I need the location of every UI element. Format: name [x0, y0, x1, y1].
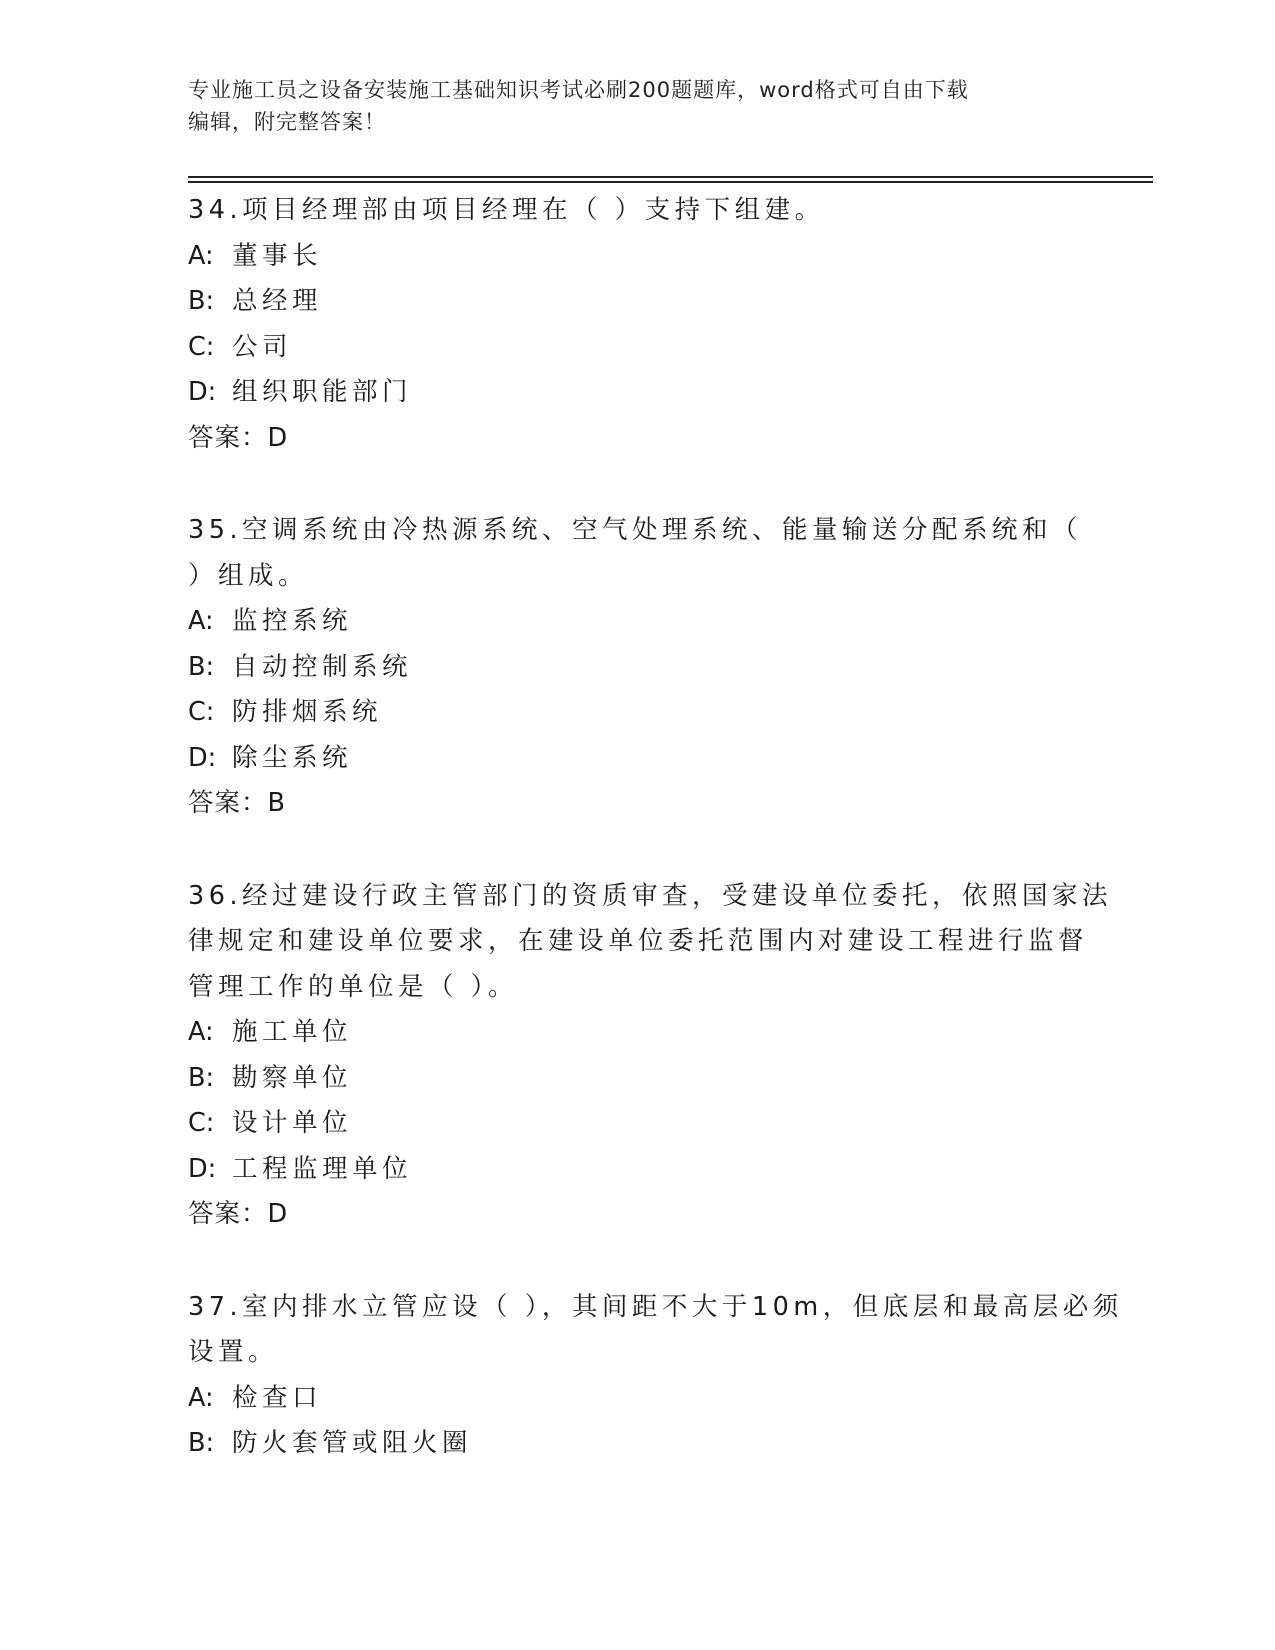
answer-option — [188, 1010, 1088, 1056]
option-text: 自动控制系统 — [232, 651, 413, 682]
answer-option — [188, 279, 1088, 325]
question-stem: 管理工作的单位是（ ）。 — [188, 971, 518, 1002]
option-key: C: — [188, 1108, 215, 1138]
header-divider — [188, 176, 1153, 178]
header-line: 编辑，附完整答案！ — [188, 110, 386, 134]
answer-option — [188, 325, 1088, 371]
question-stem: 36.经过建设行政主管部门的资质审查，受建设单位委托，依照国家法 — [188, 880, 1113, 911]
question-list — [188, 188, 1123, 1514]
answer-key: 答案：B — [188, 788, 286, 818]
option-key: B: — [188, 1062, 215, 1093]
option-text: 勘察单位 — [232, 1062, 353, 1093]
option-text: 组织职能部门 — [232, 377, 413, 407]
option-key: B: — [188, 651, 215, 682]
question-block — [188, 874, 1113, 1238]
option-text: 董事长 — [232, 240, 323, 271]
answer-option — [188, 690, 1088, 736]
option-key: D: — [188, 1153, 217, 1184]
option-key: D: — [188, 377, 217, 407]
question-stem: 34.项目经理部由项目经理在（ ）支持下组建。 — [188, 195, 825, 225]
option-text: 公司 — [232, 331, 293, 362]
option-key: B: — [188, 286, 215, 316]
option-key: B: — [188, 1428, 215, 1458]
option-text: 施工单位 — [232, 1017, 353, 1047]
option-key: C: — [188, 331, 215, 362]
option-key: A: — [188, 606, 214, 636]
answer-option — [188, 736, 1088, 782]
option-text: 工程监理单位 — [232, 1153, 413, 1184]
question-stem: 37.室内排水立管应设（ ），其间距不大于10m，但底层和最高层必须 — [188, 1291, 1123, 1322]
answer-option — [188, 1147, 1088, 1193]
option-text: 除尘系统 — [232, 742, 353, 773]
answer-option — [188, 1056, 1088, 1102]
answer-key: 答案：D — [188, 422, 289, 453]
option-key: A: — [188, 240, 214, 271]
option-key: D: — [188, 742, 217, 773]
answer-option — [188, 234, 1088, 280]
question-stem: 律规定和建设单位要求，在建设单位委托范围内对建设工程进行监督 — [188, 926, 1089, 956]
question-stem: 35.空调系统由冷热源系统、空气处理系统、能量输送分配系统和（ — [188, 515, 1083, 545]
answer-option — [188, 1101, 1088, 1147]
header-line: 专业施工员之设备安装施工基础知识考试必刷200题题库，word格式可自由下载 — [188, 78, 969, 102]
header-divider — [188, 181, 1153, 183]
option-key: A: — [188, 1382, 214, 1413]
option-text: 监控系统 — [232, 606, 353, 636]
document-header — [188, 74, 1068, 138]
option-text: 防火套管或阻火圈 — [232, 1428, 473, 1458]
question-stem: 设置。 — [188, 1337, 279, 1367]
answer-option — [188, 1421, 1088, 1467]
answer-option — [188, 1376, 1088, 1422]
answer-key: 答案：D — [188, 1199, 289, 1229]
answer-option — [188, 645, 1088, 691]
option-text: 检查口 — [232, 1382, 323, 1413]
option-key: A: — [188, 1017, 214, 1047]
option-text: 设计单位 — [232, 1108, 353, 1138]
question-block — [188, 508, 1088, 827]
question-block — [188, 188, 1088, 461]
answer-option — [188, 370, 1088, 416]
option-text: 总经理 — [232, 286, 323, 316]
question-stem: ）组成。 — [188, 560, 309, 591]
option-key: C: — [188, 697, 215, 727]
answer-option — [188, 599, 1088, 645]
question-block — [188, 1285, 1123, 1467]
option-text: 防排烟系统 — [232, 697, 383, 727]
